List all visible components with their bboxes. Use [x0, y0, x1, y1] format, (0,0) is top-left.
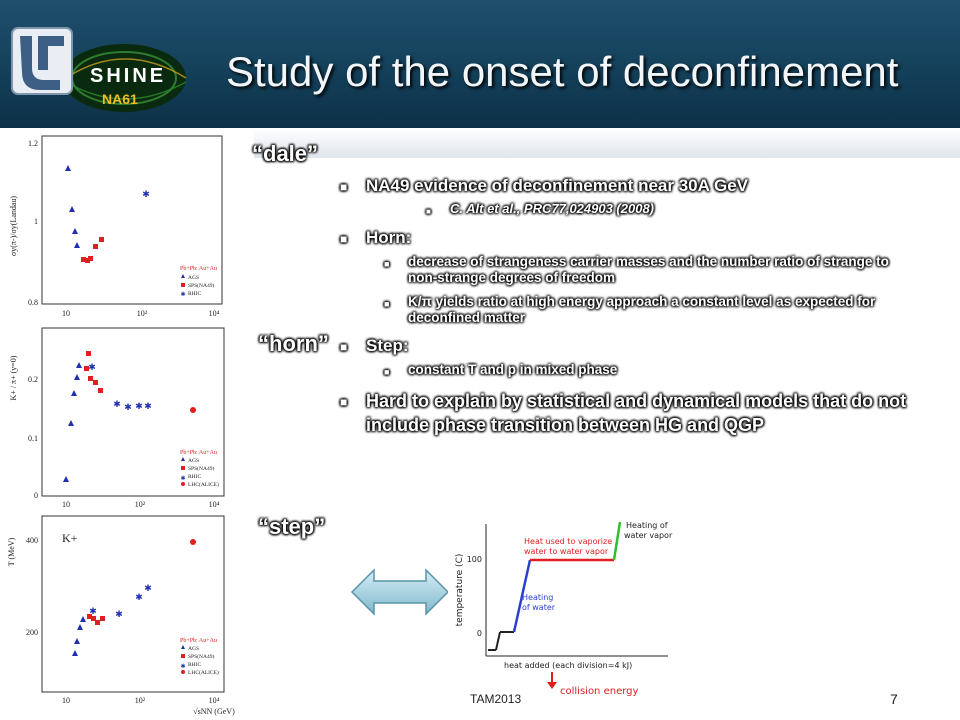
dale-point-ags [74, 242, 80, 248]
dale-ylabel: σy(π-)/σy(Landau) [9, 195, 18, 257]
step-point-sps [100, 616, 105, 621]
horn-point-ags [71, 390, 77, 396]
bullet-marker: ■ [384, 259, 390, 269]
horn-point-sps [86, 351, 91, 356]
bullet-list [332, 176, 912, 437]
bullet-marker: ■ [426, 207, 431, 216]
bullet-marker: ■ [384, 367, 390, 377]
dale-label: “dale” [252, 141, 319, 166]
dale-point-ags [69, 206, 75, 212]
dale-legend-item: SPS(NA49) [188, 283, 215, 289]
horn-point-rhic: ✱ [144, 401, 152, 411]
bullet-item [332, 336, 912, 356]
bullet-subitem [332, 254, 912, 286]
bullet-marker: ■ [384, 299, 390, 309]
horn-legend-title: Pb+Pb: Au+Au [180, 450, 217, 456]
bullet-text: decrease of strangeness carrier masses and the number ratio of strange to non-strange degrees of freedom [408, 254, 889, 285]
dale-legend-item: RHIC [188, 291, 202, 297]
step-point-ags [72, 650, 78, 656]
dale-legend-item: AGS [188, 275, 200, 281]
dale-point-sps [99, 237, 104, 242]
slide-title: Study of the onset of deconfinement [226, 48, 899, 95]
dale-ytick: 0.8 [28, 298, 38, 307]
horn-point-lhc [190, 407, 196, 413]
dale-legend-marker [181, 283, 185, 287]
water-annotation: water vapor [624, 531, 673, 540]
step-point-rhic: ✱ [144, 583, 152, 593]
bullet-text: NA49 evidence of deconfinement near 30A GeV [366, 176, 748, 195]
step-particle: K+ [62, 531, 78, 545]
dale-ytick: 1 [34, 217, 38, 226]
step-legend-item: LHC(ALICE) [188, 670, 219, 676]
water-collision-label: collision energy [560, 686, 639, 697]
horn-point-sps [88, 376, 93, 381]
step-point-ags [74, 638, 80, 644]
horn-legend-marker [181, 466, 185, 470]
dale-xtick: 10² [136, 309, 148, 318]
step-ylabel: T (MeV) [7, 537, 16, 567]
horn-legend-item: RHIC [188, 474, 202, 480]
horn-xtick: 10⁴ [208, 500, 220, 509]
step-point-rhic: ✱ [89, 606, 97, 616]
step-point-sps [95, 620, 100, 625]
horn-point-rhic: ✱ [88, 362, 96, 372]
water-annotation: Heating [522, 593, 554, 602]
dale-point-ags [65, 165, 71, 171]
water-ytick: 0 [476, 629, 482, 638]
water-phase-plot [448, 518, 674, 700]
step-legend-item: RHIC [188, 662, 202, 668]
horn-ytick: 0.1 [28, 434, 38, 443]
horn-legend-marker [181, 482, 185, 486]
dale-ytick: 1.2 [28, 139, 38, 148]
horn-point-ags [74, 374, 80, 380]
horn-label: “horn” [258, 331, 329, 356]
horn-xtick: 10 [62, 500, 70, 509]
horn-ylabel: K+ / π+ (y=0) [9, 355, 18, 401]
horn-point-ags [63, 476, 69, 482]
bullet-marker: ■ [340, 395, 348, 409]
water-ytick: 100 [466, 555, 482, 564]
horn-point-ags [68, 420, 74, 426]
bullet-text: Hard to explain by statistical and dynamical models that do not include phase transition between HG and QGP [366, 391, 907, 435]
step-point-rhic: ✱ [135, 592, 143, 602]
step-label: “step” [258, 514, 326, 539]
horn-point-rhic: ✱ [124, 402, 132, 412]
horn-point-rhic: ✱ [113, 399, 121, 409]
horn-legend-marker [181, 457, 185, 461]
step-point-lhc [190, 539, 196, 545]
step-ytick: 400 [26, 536, 38, 545]
dale-legend-marker [181, 274, 185, 278]
bullet-text: K/π yields ratio at high energy approach a constant level as expected for deconfined matter [408, 294, 876, 325]
dale-xtick: 10⁴ [208, 309, 220, 318]
bullet-item [332, 176, 912, 196]
horn-legend-item: AGS [188, 458, 200, 464]
step-legend-item: SPS(NA49) [188, 654, 215, 660]
step-point-ags [80, 616, 86, 622]
step-legend-marker: ✱ [180, 664, 186, 670]
horn-plot [0, 322, 254, 510]
horn-legend-item: SPS(NA49) [188, 466, 215, 472]
horn-ytick: 0.2 [28, 375, 38, 384]
horn-legend-marker: ✱ [180, 476, 186, 482]
water-annotation: water to water vapor [524, 547, 609, 556]
dale-point-ags [72, 228, 78, 234]
dale-point-sps [93, 244, 98, 249]
dale-legend-marker: ✱ [180, 292, 186, 298]
water-annotation: Heat used to vaporize [524, 537, 613, 546]
bullet-subitem [332, 294, 912, 326]
footer-label: TAM2013 [470, 692, 522, 706]
step-legend-marker [181, 645, 185, 649]
bullet-item [332, 389, 912, 437]
step-legend-title: Pb+Pb: Au+Au [180, 638, 217, 644]
dale-xtick: 10 [62, 309, 70, 318]
water-annotation: Heating of [626, 521, 668, 530]
water-ylabel: temperature (C) [455, 553, 465, 627]
bullet-item [332, 228, 912, 248]
horn-xtick: 10² [134, 500, 146, 509]
shine-logo [4, 20, 194, 116]
horn-point-ags [76, 362, 82, 368]
step-ytick: 200 [26, 628, 38, 637]
dale-point-sps [88, 256, 93, 261]
dale-plot [0, 130, 254, 322]
horn-point-sps [93, 380, 98, 385]
step-point-ags [77, 624, 83, 630]
horn-ytick: 0 [34, 491, 38, 500]
dale-legend-title: Pb+Pb: Au+Au [180, 266, 217, 272]
step-point-rhic: ✱ [115, 609, 123, 619]
step-xtick: 10² [134, 696, 146, 705]
bullet-subitem [332, 201, 912, 217]
step-xtick: 10⁴ [208, 696, 220, 705]
bullet-text: C. Alt et al., PRC77,024903 (2008) [450, 201, 655, 216]
logo-shine-text: SHINE [90, 65, 167, 87]
bullet-text: Horn: [366, 228, 412, 247]
page-number: 7 [890, 691, 898, 707]
step-legend-marker [181, 654, 185, 658]
bullet-text: Step: [366, 336, 409, 355]
step-legend-marker [181, 670, 185, 674]
double-arrow-icon [350, 566, 450, 618]
horn-point-sps [98, 388, 103, 393]
bullet-marker: ■ [340, 180, 348, 194]
step-xtick: 10 [62, 696, 70, 705]
horn-point-rhic: ✱ [135, 401, 143, 411]
water-annotation: of water [522, 603, 556, 612]
logo-na61-text: NA61 [102, 91, 138, 107]
water-xlabel: heat added (each division=4 kJ) [504, 661, 633, 670]
bullet-text: constant T and p in mixed phase [408, 362, 618, 377]
step-xlabel: √sNN (GeV) [193, 707, 235, 716]
dale-point-rhic: ✱ [142, 189, 150, 199]
bullet-subitem [332, 362, 912, 378]
bullet-marker: ■ [340, 340, 348, 354]
bullet-marker: ■ [340, 232, 348, 246]
horn-legend-item: LHC(ALICE) [188, 482, 219, 488]
step-legend-item: AGS [188, 646, 200, 652]
step-plot [0, 512, 254, 718]
